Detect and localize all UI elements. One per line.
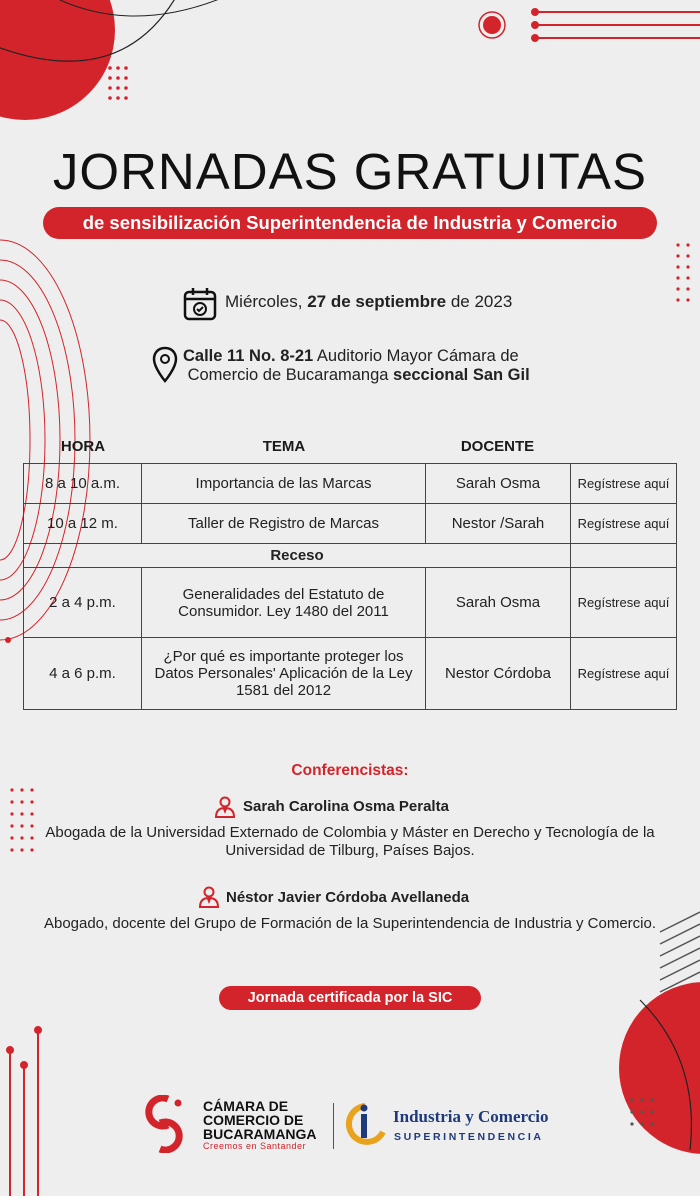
- cell-hora: 8 a 10 a.m.: [24, 464, 142, 504]
- subtitle-banner: de sensibilización Superintendencia de Industria y Comercio: [43, 207, 657, 239]
- cell-docente: Sarah Osma: [426, 568, 571, 638]
- register-link[interactable]: Regístrese aquí: [571, 568, 677, 638]
- logo-divider: [333, 1103, 334, 1149]
- speaker-person-icon: [214, 796, 236, 818]
- schedule-table: [23, 463, 677, 710]
- location-pin-icon: [152, 346, 178, 384]
- cell-docente: Nestor Córdoba: [426, 638, 571, 710]
- page-title: JORNADAS GRATUITAS: [52, 143, 648, 200]
- cell-tema: Taller de Registro de Marcas: [142, 504, 426, 544]
- cell-tema: Importancia de las Marcas: [142, 464, 426, 504]
- table-row: [24, 464, 677, 504]
- table-row: [24, 638, 677, 710]
- ccb-tagline: Creemos en Santander: [203, 1141, 307, 1151]
- cell-tema: ¿Por qué es importante proteger los Datos Personales' Aplicación de la Ley 1581 del 2012: [142, 638, 426, 710]
- sic-logo-subtitle: SUPERINTENDENCIA: [394, 1131, 544, 1143]
- speakers-heading: Conferencistas:: [291, 762, 409, 779]
- table-row-break: [24, 544, 677, 568]
- speaker-name: Sarah Carolina Osma Peralta: [243, 798, 449, 815]
- certification-badge: Jornada certificada por la SIC: [219, 986, 481, 1010]
- cell-hora: 4 a 6 p.m.: [24, 638, 142, 710]
- ccb-logo-text: CÁMARA DE COMERCIO DE BUCARAMANGA: [203, 1098, 317, 1142]
- cell-docente: Nestor /Sarah: [426, 504, 571, 544]
- speaker-person-icon: [198, 886, 220, 908]
- ccb-logo-icon: [138, 1095, 190, 1153]
- speaker-bio: Abogada de la Universidad Externado de Colombia y Máster en Derecho y Tecnología de la Universidad de Tilburg, Países Bajos.: [45, 824, 655, 859]
- register-link[interactable]: Regístrese aquí: [571, 464, 677, 504]
- column-header-hora: HORA: [60, 438, 106, 455]
- cell-tema: Generalidades del Estatuto de Consumidor. Ley 1480 del 2011: [142, 568, 426, 638]
- sic-logo-icon: [343, 1102, 387, 1146]
- sic-logo-title: Industria y Comercio: [393, 1107, 549, 1126]
- calendar-check-icon: [183, 287, 217, 321]
- cell-hora: 2 a 4 p.m.: [24, 568, 142, 638]
- column-header-docente: DOCENTE: [460, 438, 535, 455]
- register-link[interactable]: Regístrese aquí: [571, 638, 677, 710]
- table-row: [24, 504, 677, 544]
- speaker-name: Néstor Javier Córdoba Avellaneda: [226, 889, 470, 906]
- event-date: Miércoles, 27 de septiembre de 2023: [225, 292, 513, 311]
- cell-hora: 10 a 12 m.: [24, 504, 142, 544]
- event-location: Calle 11 No. 8-21 Auditorio Mayor Cámara de Comercio de Bucaramanga seccional San Gil: [183, 347, 530, 384]
- speaker-bio: Abogado, docente del Grupo de Formación de la Superintendencia de Industria y Comercio.: [43, 915, 657, 932]
- column-header-tema: TEMA: [262, 438, 306, 455]
- table-row: [24, 568, 677, 638]
- cell-docente: Sarah Osma: [426, 464, 571, 504]
- break-label: Receso: [24, 544, 571, 568]
- register-link[interactable]: Regístrese aquí: [571, 504, 677, 544]
